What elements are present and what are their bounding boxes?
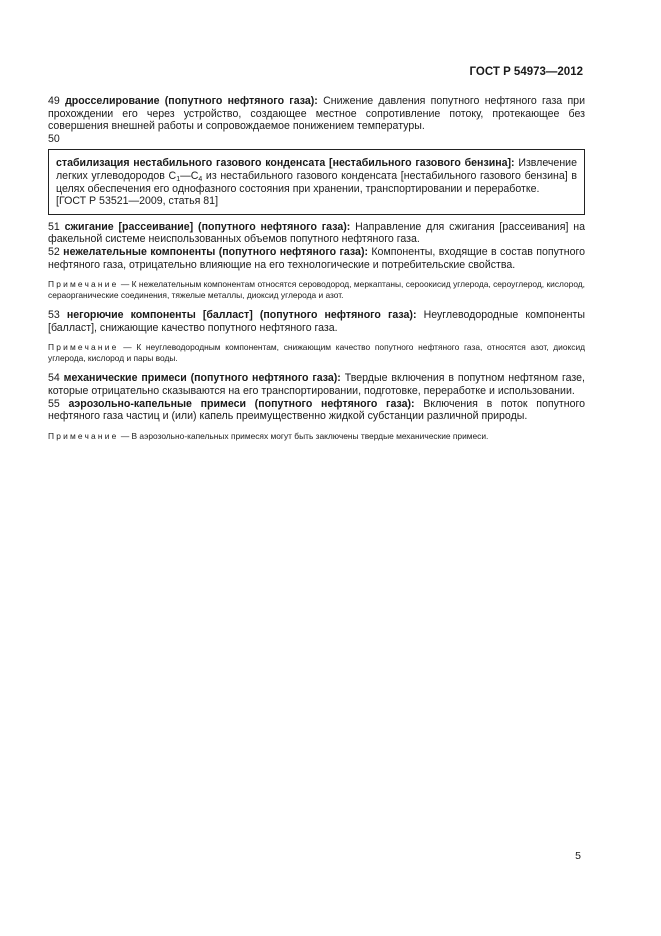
term-number: 54 [48, 372, 60, 385]
term-definition: Включения в поток попутного нефтяного газа частиц и (или) капель преимущественно жидкой субстанции различной природы. [48, 397, 585, 423]
term-entry-51 [48, 221, 585, 246]
subscript-4: 4 [198, 175, 203, 183]
term-definition: Неуглеводородные компоненты [балласт], снижающие качество попутного нефтяного газа. [48, 309, 585, 334]
subscript-1: 1 [176, 175, 181, 183]
term-title: механические примеси (попутного нефтяного газа): [63, 372, 341, 385]
term-definition: Компоненты, входящие в состав попутного нефтяного газа, отрицательно влияющие на его технологические и потребительские свойства. [48, 245, 585, 271]
note-text: — К нежелательным компонентам относятся сероводород, меркаптаны, сероокисид углерода, сероуглерод, кислород, сераорганические соединения, тяжелые металлы, диоксид углерода и азот. [48, 279, 586, 301]
standard-code: ГОСТ Р 54973—2012 [469, 66, 583, 78]
term-entry-49 [48, 95, 585, 133]
term-entry-52 [48, 246, 585, 271]
term-definition: Снижение давления попутного нефтяного газа при прохождении его через устройство, создающее местное сопротивление потоку, протекающее без совершения внешней работы и сопровождаемое понижением температуры. [48, 95, 585, 133]
dash-c: —С [180, 169, 199, 182]
borrowed-term-box [48, 149, 585, 214]
note-label: Примечание [48, 430, 119, 441]
note-label: Примечание [48, 279, 119, 290]
term-definition: Направление для сжигания [рассеивания] на факельной системе неиспользованных объемов попутного нефтяного газа. [48, 220, 585, 246]
term-definition-part2: из нестабильного газового конденсата [нестабильного газового бензина] в целях обеспечения его однофазного состояния при хранении, транспортировании и переработке. [56, 169, 577, 195]
note-text: — К неуглеводородным компонентам, снижающим качество попутного нефтяного газа, относятся азот, диоксид углерода, кислород и пары воды. [48, 342, 586, 364]
term-reference: [ГОСТ Р 53521—2009, статья 81] [56, 195, 219, 208]
term-title: аэрозольно-капельные примеси (попутного нефтяного газа): [68, 397, 415, 410]
term-title: стабилизация нестабильного газового конденсата [нестабильного газового бензина]: [56, 157, 515, 170]
note-55 [48, 431, 585, 442]
term-title: дросселирование (попутного нефтяного газа): [65, 95, 318, 107]
term-entry-55 [48, 398, 585, 423]
term-definition: Твердые включения в попутном нефтяном газе, которые отрицательно сказываются на его транспортировании, подготовке, переработке и использовании. [48, 372, 585, 397]
term-number: 49 [48, 95, 60, 107]
terms-content [48, 95, 585, 450]
term-number: 51 [48, 220, 60, 233]
note-53 [48, 342, 585, 364]
term-number: 52 [48, 245, 60, 258]
term-title: негорючие компоненты [балласт] (попутного нефтяного газа): [66, 309, 417, 322]
term-entry-53 [48, 309, 585, 334]
term-title: сжигание [рассеивание] (попутного нефтяного газа): [64, 220, 351, 233]
term-entry-50 [56, 157, 577, 195]
term-title: нежелательные компоненты (попутного нефтяного газа): [63, 245, 368, 258]
note-label: Примечание [48, 342, 119, 353]
note-52 [48, 279, 585, 301]
page-number: 5 [575, 850, 581, 862]
term-entry-54 [48, 372, 585, 397]
note-text: — В аэрозольно-капельных примесях могут быть заключены твердые механические примеси. [120, 430, 489, 441]
term-definition-part1: Извлечение легких углеводородов С [56, 157, 577, 182]
term-number-50: 50 [48, 132, 60, 145]
term-number: 53 [48, 309, 60, 322]
term-number: 55 [48, 397, 60, 410]
